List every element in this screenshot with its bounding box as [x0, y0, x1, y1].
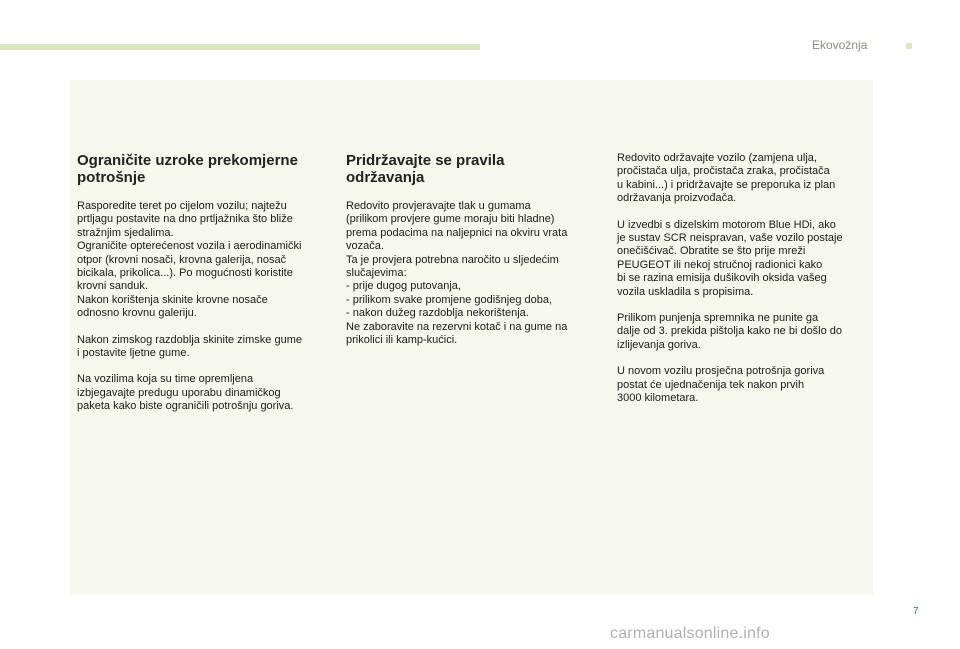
paragraph-fuel-filling: Prilikom punjenja spremnika ne punite ga dalje od 3. prekida pištolja kako ne bi došlo do izlijevanja goriva.	[617, 312, 843, 351]
column-maintenance-details	[617, 152, 869, 419]
column-maintenance-rules	[346, 152, 598, 360]
watermark-text: carmanualsonline.info	[610, 625, 770, 642]
paragraph-new-vehicle: U novom vozilu prosječna potrošnja goriva postat će ujednačenija tek nakon prvih 3000 kilometara.	[617, 365, 825, 405]
paragraph-tyre-pressure: Redovito provjeravajte tlak u gumama (prilikom provjere gume moraju biti hladne) prema podacima na naljepnici na okviru vrata vozača. Ta je provjera potrebna naročito u sljedećim slučajevima: - prije dugog putovanja, - prilikom svake promjene godišnjeg doba, - nakon dužeg razdoblja nekorištenja. Ne zaboravite na rezervni kotač i na gume na prikolici ili kamp-kućici.	[346, 200, 568, 347]
heading-maintenance-rules: Pridržavajte se pravila održavanja	[346, 152, 505, 186]
paragraph-winter-tyres: Nakon zimskog razdoblja skinite zimske gume i postavite ljetne gume.	[77, 333, 302, 360]
header-accent-bar	[0, 44, 480, 50]
header-accent-square	[906, 43, 912, 49]
paragraph-dynamic-pack: Na vozilima koja su time opremljena izbjegavajte predugu uporabu dinamičkog paketa kako biste ograničili potrošnju goriva.	[77, 373, 294, 413]
paragraph-regular-service: Redovito održavajte vozilo (zamjena ulja, pročistača ulja, pročistača zraka, pročistača u kabini...) i pridržavajte se preporuka iz plan održavanja proizvođača.	[617, 152, 836, 205]
section-title: Ekovožnja	[812, 38, 868, 52]
heading-limit-consumption: Ograničite uzroke prekomjerne potrošnje	[77, 152, 298, 186]
paragraph-load-distribution: Rasporedite teret po cijelom vozilu; najtežu prtljagu postavite na dno prtljažnika što bliže stražnjim sjedalima. Ograničite opterećenost vozila i aerodinamički otpor (krovni nosači, krovna galerija, nosač bicikala, prikolica...). Po mogućnosti koristite krovni sanduk. Nakon korištenja skinite krovne nosače odnosno krovnu galeriju.	[77, 200, 302, 320]
paragraph-scr-system: U izvedbi s dizelskim motorom Blue HDi, ako je sustav SCR neispravan, vaše vozilo postaje onečišćivač. Obratite se što prije mreži PEUGEOT ili nekoj stručnoj radionici kako bi se razina emisija dušikovih oksida vašeg vozila uskladila s propisima.	[617, 218, 843, 298]
page-number: 7	[913, 606, 919, 617]
column-limit-consumption	[77, 152, 327, 427]
